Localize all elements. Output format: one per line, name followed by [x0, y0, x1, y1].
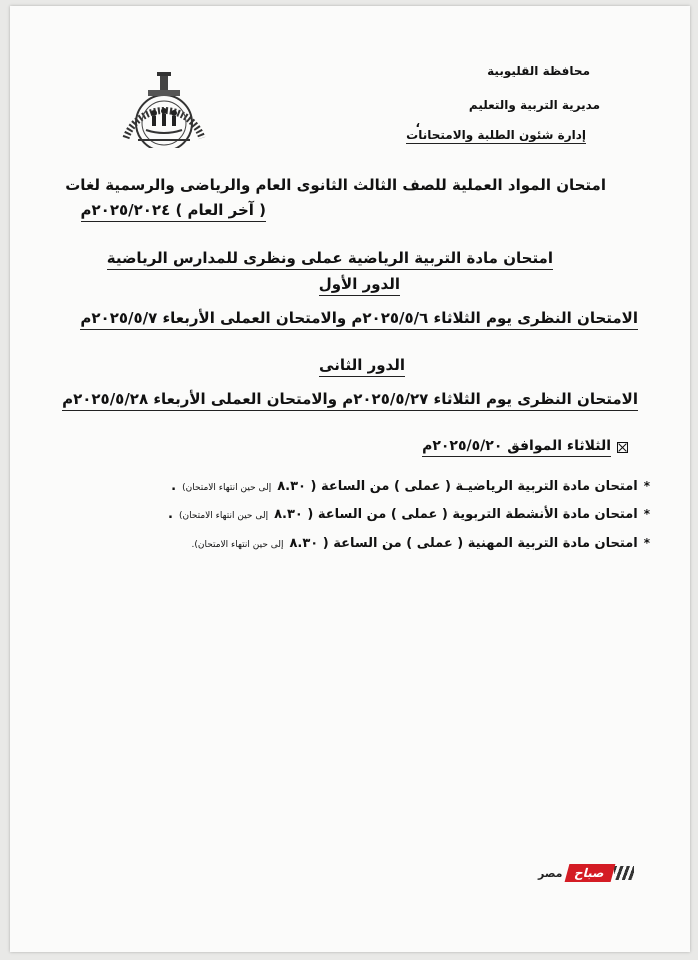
document-page	[10, 6, 690, 952]
list-item-end: .	[168, 507, 173, 522]
list-item-note: إلى حين انتهاء الامتحان).	[191, 540, 284, 550]
checkbox-icon	[617, 442, 628, 453]
round1-schedule: الامتحان النظرى يوم الثلاثاء ٢٠٢٥/٥/٦م والامتحان العملى الأربعاء ٢٠٢٥/٥/٧م	[80, 309, 638, 330]
round2-schedule: الامتحان النظرى يوم الثلاثاء ٢٠٢٥/٥/٢٧م والامتحان العملى الأربعاء ٢٠٢٥/٥/٢٨م	[62, 390, 638, 411]
list-item-note: إلى حين انتهاء الامتحان)	[178, 511, 269, 521]
site-watermark	[538, 864, 634, 882]
round2-label: الدور الثانى	[319, 356, 405, 377]
list-item-note: إلى حين انتهاء الامتحان)	[182, 483, 272, 493]
list-item	[191, 536, 650, 551]
bullet-star-icon: *	[643, 479, 650, 493]
governorate-header: محافظة القليوبية	[487, 64, 590, 78]
bullet-star-icon: *	[643, 536, 650, 550]
list-item-text: امتحان مادة الأنشطة التربوية ( عملى ) من الساعة ( ٨.٣٠	[274, 507, 638, 522]
watermark-red-text: صباح	[564, 864, 614, 882]
stray-mark: ،	[415, 116, 420, 130]
directorate-emblem-icon	[108, 68, 220, 148]
list-item-end: .	[171, 479, 177, 494]
section-heading: امتحان مادة التربية الرياضية عملى ونظرى للمدارس الرياضية	[107, 249, 553, 270]
document-title-line2: ( آخر العام ) ٢٠٢٥/٢٠٢٤م	[81, 201, 266, 222]
round1-label: الدور الأول	[319, 275, 400, 296]
list-item-text: امتحان مادة التربية الرياضيـة ( عملى ) من الساعة ( ٨.٣٠	[277, 479, 638, 494]
list-item	[168, 507, 650, 522]
exam-date-row	[422, 438, 628, 457]
list-item	[171, 479, 650, 494]
watermark-dark-text: مصر	[538, 866, 563, 880]
watermark-stripes-icon	[614, 866, 634, 880]
exam-date-text: الثلاثاء الموافق ٢٠٢٥/٥/٢٠م	[422, 438, 611, 457]
document-title-line1: امتحان المواد العملية للصف الثالث الثانوى العام والرياضى والرسمية لغات	[65, 176, 606, 194]
department-header: إدارة شئون الطلبة والامتحانات	[406, 128, 586, 142]
bullet-star-icon: *	[643, 507, 650, 521]
list-item-text: امتحان مادة التربية المهنية ( عملى ) من الساعة ( ٨.٣٠	[289, 536, 638, 551]
directorate-header: مديرية التربية والتعليم	[468, 98, 600, 112]
